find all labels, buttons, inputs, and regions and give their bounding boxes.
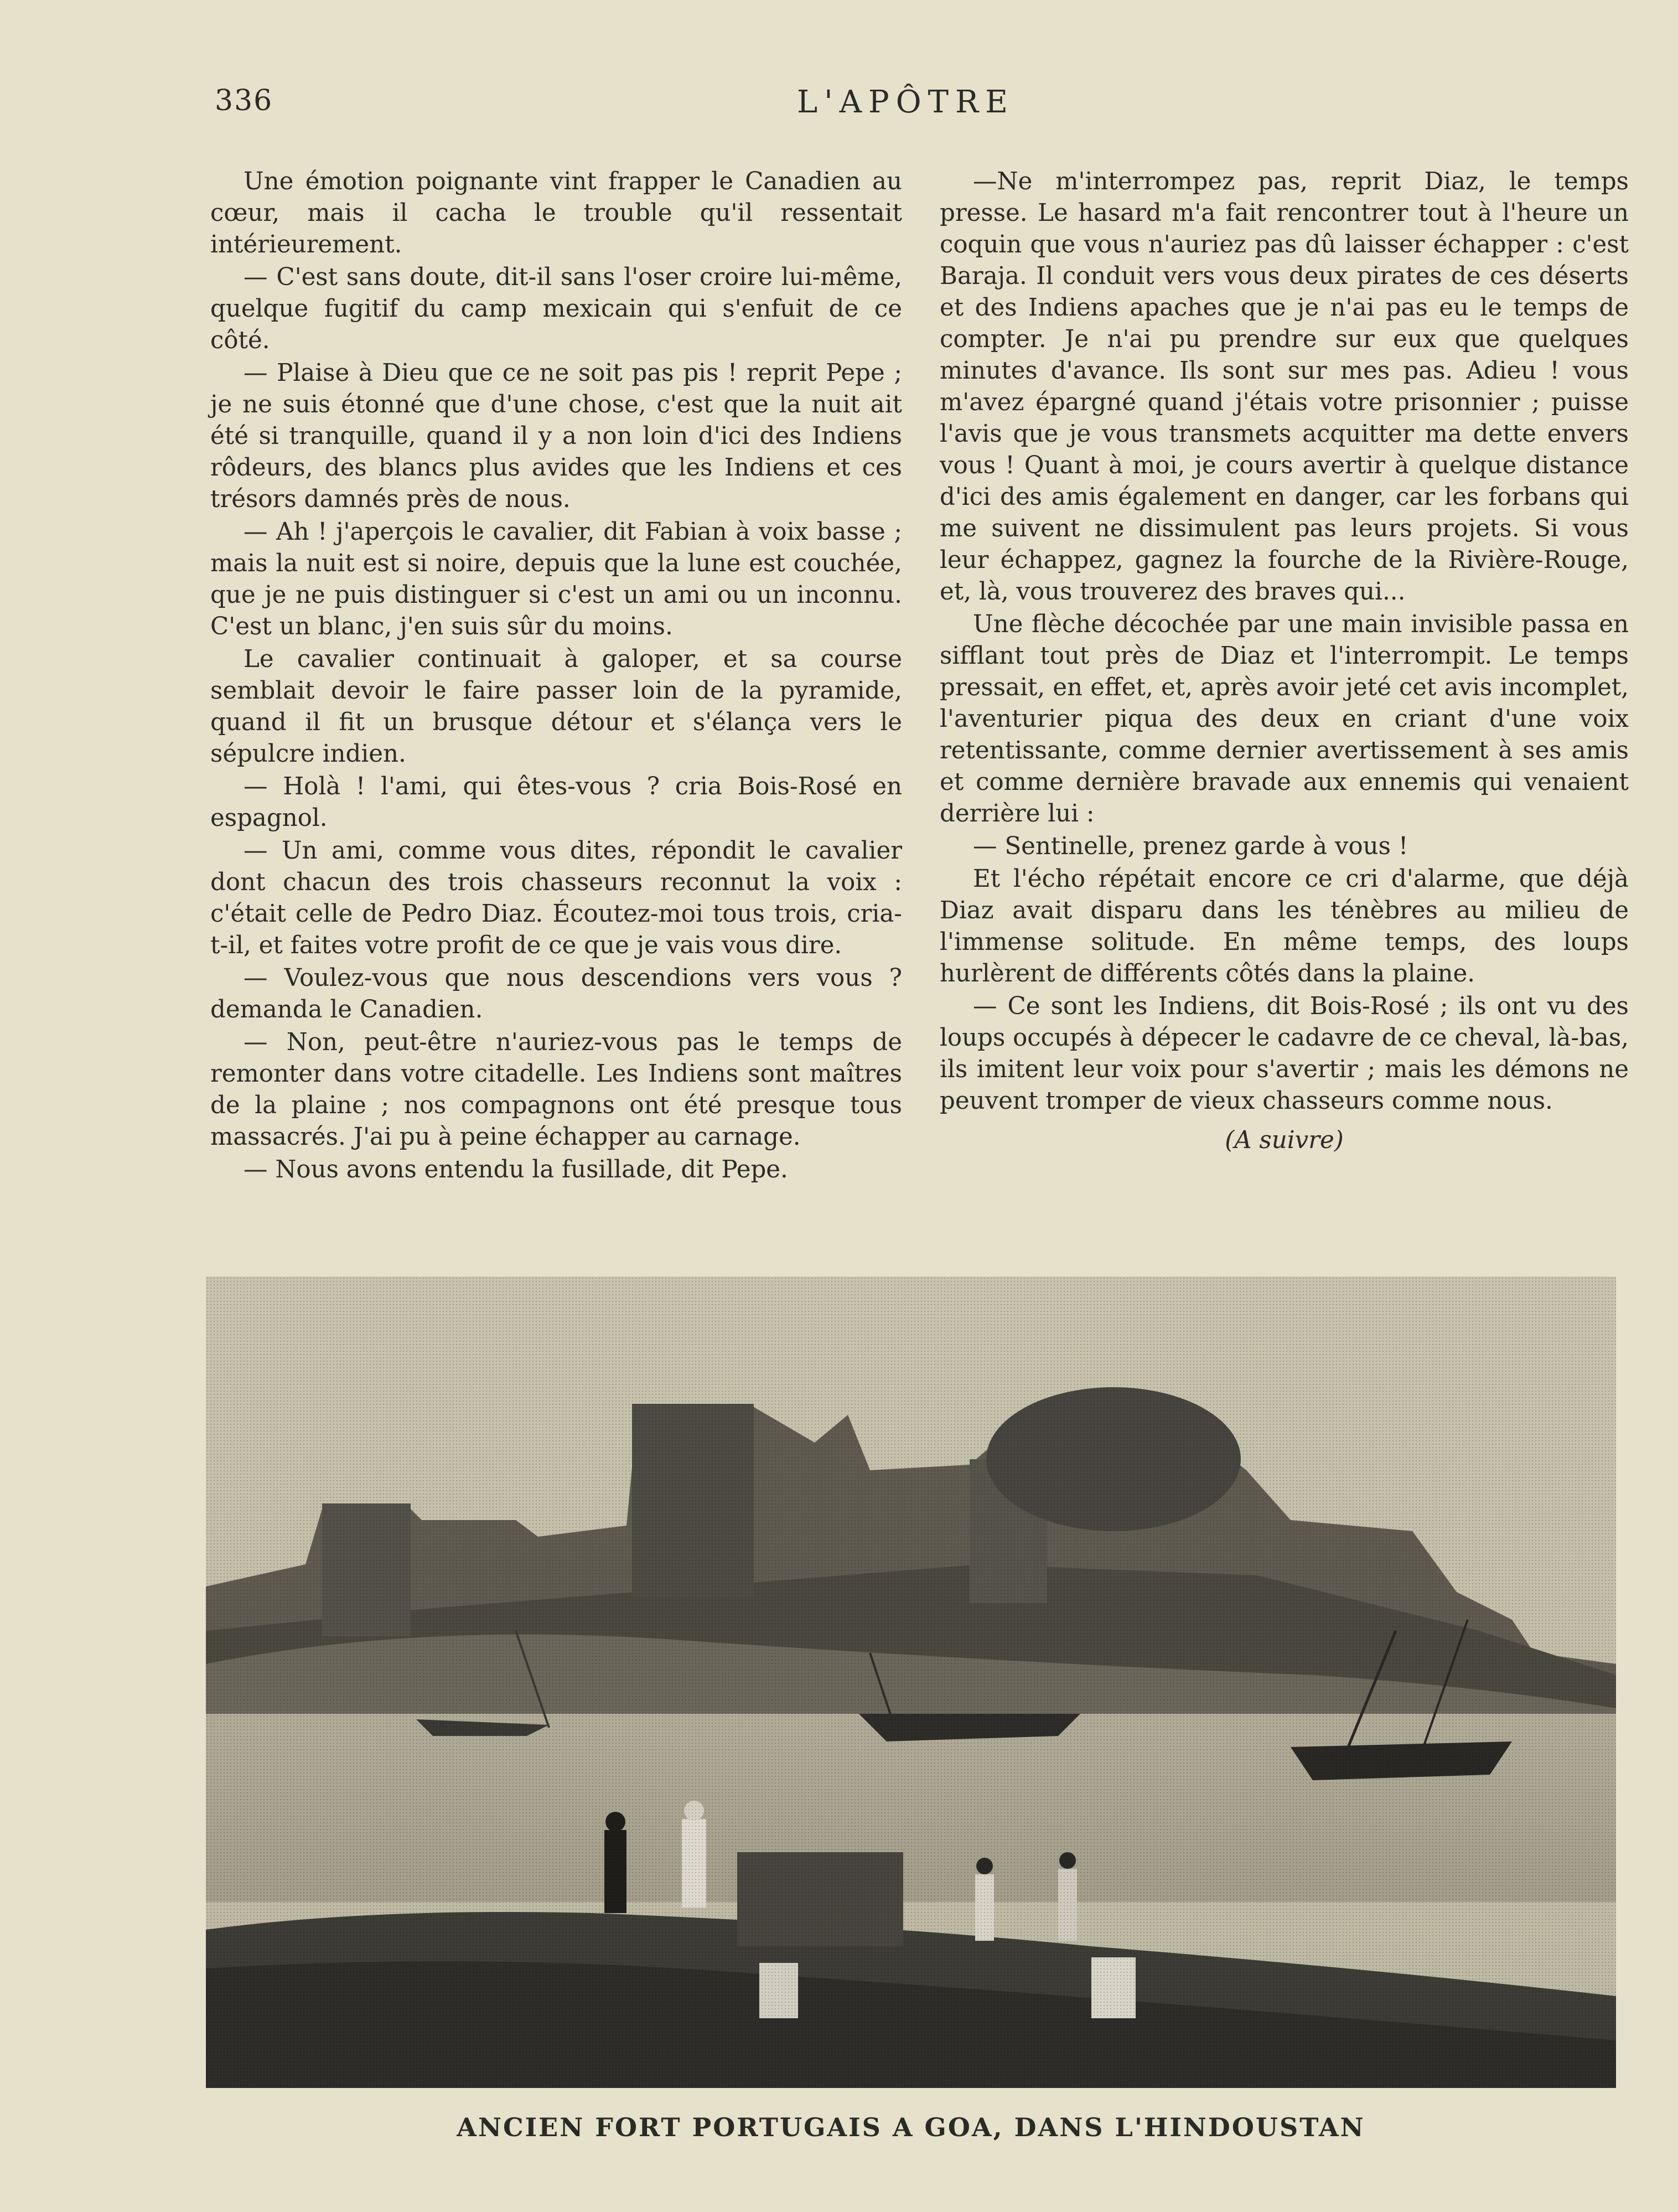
paragraph: Et l'écho répétait encore ce cri d'alarme, que déjà Diaz avait disparu dans les ténèbres au milieu de l'immense solitude. En même temps, des loups hurlèrent de différents côtés dans la plaine. [940, 865, 1629, 988]
fort-photograph [206, 1276, 1616, 2088]
to-be-continued: (A suivre) [1225, 1126, 1344, 1154]
paragraph: — Nous avons entendu la fusillade, dit Pepe. [244, 1156, 788, 1183]
paragraph: — Plaise à Dieu que ce ne soit pas pis ! reprit Pepe ; je ne suis étonné que d'une chose, c'est que la nuit ait été si tranquille, quand il y a non loin d'ici des Indiens rôdeurs, des blancs plus avides que les Indiens et ces trésors damnés près de nous. [210, 359, 902, 513]
paragraph: — Ah ! j'aperçois le cavalier, dit Fabian à voix basse ; mais la nuit est si noire, depuis que la lune est couchée, que je ne puis distinguer si c'est un ami ou un inconnu. C'est un blanc, j'en suis sûr du moins. [210, 518, 902, 640]
paragraph: — Ce sont les Indiens, dit Bois-Rosé ; ils ont vu des loups occupés à dépecer le cadavre de ce cheval, là-bas, ils imitent leur voix pour s'avertir ; mais les démons ne peuvent tromper de vieux chasseurs comme nous. [940, 993, 1629, 1115]
paragraph: — Voulez-vous que nous descendions vers vous ? demanda le Canadien. [210, 964, 902, 1024]
paragraph: — Non, peut-être n'auriez-vous pas le temps de remonter dans votre citadelle. Les Indiens sont maîtres de la plaine ; nos compagnons ont été presque tous massacrés. J'ai pu à peine échapper au carnage. [210, 1029, 902, 1151]
page-number: 336 [215, 84, 273, 117]
photo-caption: ANCIEN FORT PORTUGAIS A GOA, DANS L'HINDOUSTAN [457, 2112, 1365, 2142]
paragraph: Une flèche décochée par une main invisible passa en sifflant tout près de Diaz et l'interrompit. Le temps pressait, en effet, et, après avoir jeté cet avis incomplet, l'aventurier piqua des deux en criant d'une voix retentissante, comme dernier avertissement à ses amis et comme dernière bravade aux ennemis qui venaient derrière lui : [940, 611, 1629, 828]
paragraph: — Un ami, comme vous dites, répondit le cavalier dont chacun des trois chasseurs reconnut la voix : c'était celle de Pedro Diaz. Écoutez-moi tous trois, cria-t-il, et faites votre profit de ce que je vais vous dire. [210, 837, 902, 959]
paragraph: — Sentinelle, prenez garde à vous ! [973, 833, 1408, 860]
paragraph: — Holà ! l'ami, qui êtes-vous ? cria Bois-Rosé en espagnol. [210, 773, 902, 832]
paragraph: — C'est sans doute, dit-il sans l'oser croire lui-même, quelque fugitif du camp mexicain qui s'enfuit de ce côté. [210, 263, 902, 354]
left-column [210, 166, 902, 1187]
paragraph: Le cavalier continuait à galoper, et sa course semblait devoir le faire passer loin de la pyramide, quand il fit un brusque détour et s'élança vers le sépulcre indien. [210, 645, 902, 768]
running-title: L'APÔTRE [797, 84, 1015, 120]
paragraph: Une émotion poignante vint frapper le Canadien au cœur, mais il cacha le trouble qu'il ressentait intérieurement. [210, 168, 902, 259]
fort-photograph-illustration [206, 1276, 1616, 2088]
paragraph: —Ne m'interrompez pas, reprit Diaz, le temps presse. Le hasard m'a fait rencontrer tout à l'heure un coquin que vous n'auriez pas dû laisser échapper : c'est Baraja. Il conduit vers vous deux pirates de ces déserts et des Indiens apaches que je n'ai pas eu le temps de compter. Je n'ai pu prendre sur eux que quelques minutes d'avance. Ils sont sur mes pas. Adieu ! vous m'avez épargné quand j'étais votre prisonnier ; puisse l'avis que je vous transmets acquitter ma dette envers vous ! Quant à moi, je cours avertir à quelque distance d'ici des amis également en danger, car les forbans qui me suivent ne dissimulent pas leurs projets. Si vous leur échappez, gagnez la fourche de la Rivière-Rouge, et, là, vous trouverez des braves qui... [940, 168, 1629, 606]
right-column [940, 166, 1629, 1157]
